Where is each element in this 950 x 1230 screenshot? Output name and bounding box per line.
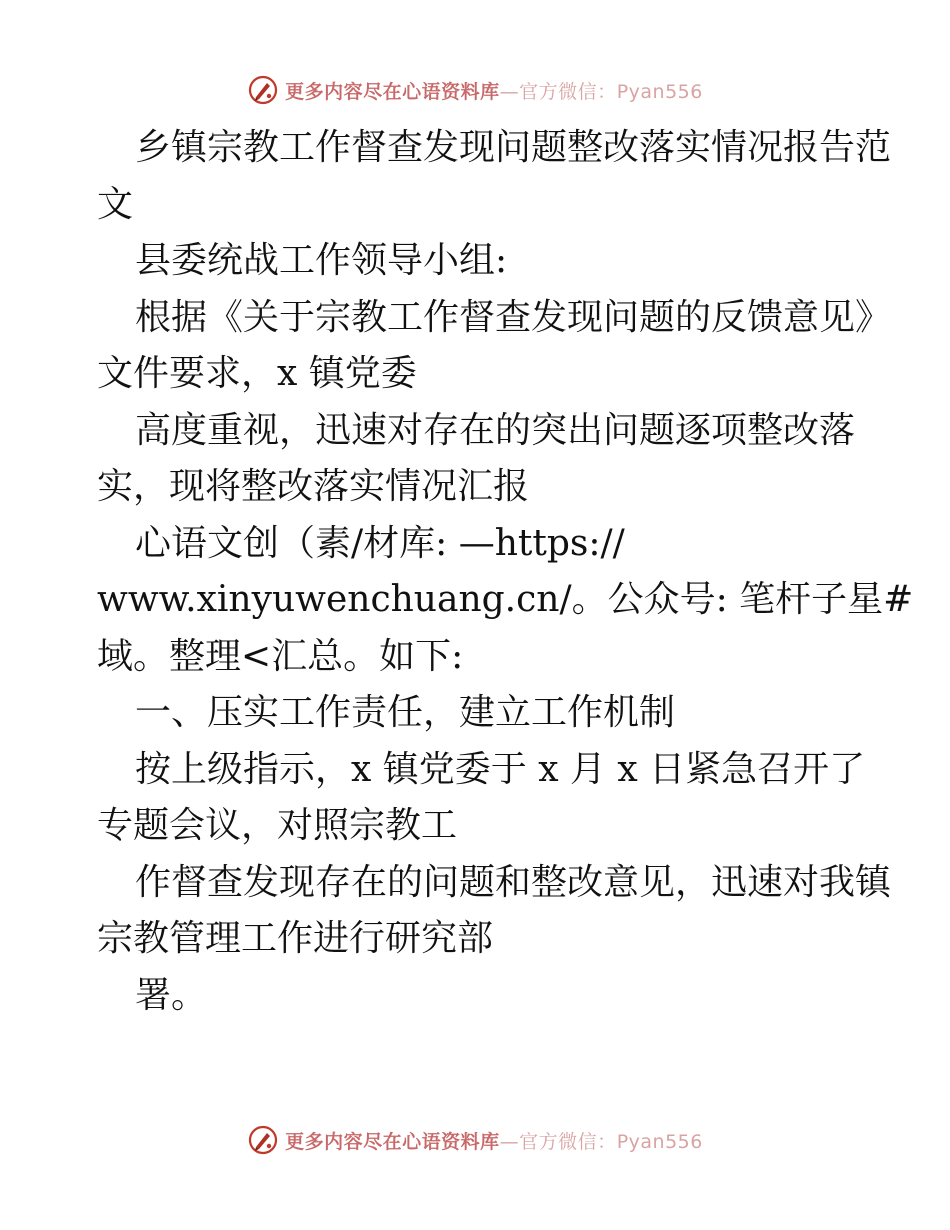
doc-line: 作督查发现存在的问题和整改意见，迅速对我镇 [135, 861, 892, 903]
doc-line: www.xinyuwenchuang.cn/。公众号: 笔杆子星# [97, 579, 914, 620]
doc-line: 文 [97, 183, 134, 225]
banner-text: 更多内容尽在心语资料库—官方微信：Pyan556 [285, 80, 703, 103]
doc-line: 署。 [135, 974, 208, 1016]
doc-line: 心语文创（素/材库: —https:// [135, 522, 625, 564]
doc-line: 文件要求，x 镇党委 [97, 353, 417, 394]
doc-line: 一、压实工作责任，建立工作机制 [135, 692, 676, 733]
footer-banner [0, 1120, 950, 1160]
doc-line: 域。整理<汇总。如下: [97, 635, 464, 677]
doc-line: 实，现将整改落实情况汇报 [97, 466, 530, 507]
doc-line: 根据《关于宗教工作督查发现问题的反馈意见》 [135, 296, 892, 338]
doc-line: 宗教管理工作进行研究部 [97, 918, 494, 959]
pen-logo-icon [247, 74, 279, 106]
document-body [97, 120, 914, 1024]
pen-logo-icon [247, 1124, 279, 1156]
banner-text: 更多内容尽在心语资料库—官方微信：Pyan556 [285, 1130, 703, 1153]
doc-line: 乡镇宗教工作督查发现问题整改落实情况报告范 [135, 127, 892, 168]
doc-line: 专题会议，对照宗教工 [97, 805, 458, 846]
doc-line: 按上级指示，x 镇党委于 x 月 x 日紧急召开了 [135, 748, 866, 790]
doc-line: 县委统战工作领导小组: [135, 240, 508, 281]
header-banner [0, 70, 950, 110]
doc-line: 高度重视，迅速对存在的突出问题逐项整改落 [135, 409, 856, 451]
